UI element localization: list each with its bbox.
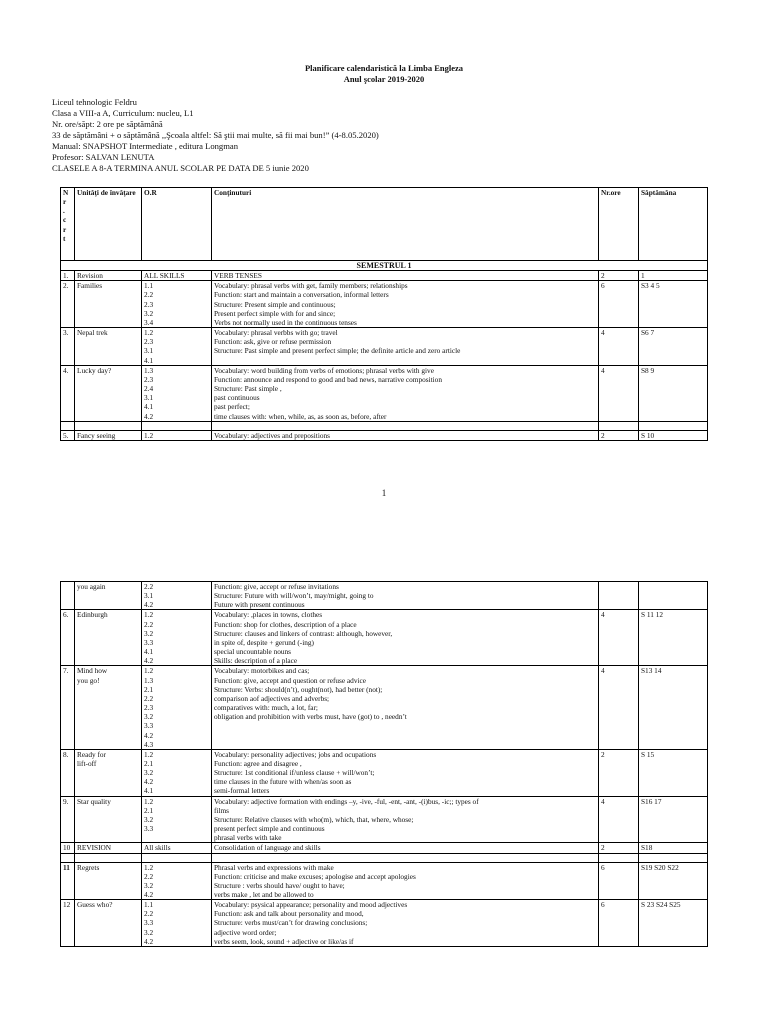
row-number: 12 <box>61 900 75 947</box>
content-cell-line: Consolidation of language and skills <box>214 843 321 853</box>
content-cell-line: VERB TENSES <box>214 271 262 281</box>
content-cell-line: Function: shop for clothes, description of a place <box>214 619 357 629</box>
or-cell-line: 1.1 <box>144 900 154 910</box>
week-cell: S8 9 <box>639 365 708 421</box>
row-number: 8. <box>61 749 75 796</box>
content-cell <box>212 271 599 281</box>
or-cell-line: 4.2 <box>144 936 154 946</box>
table-row <box>61 843 708 853</box>
row-number: 3. <box>61 328 75 366</box>
or-cell-line: 3.2 <box>144 308 154 318</box>
content-cell-line: Function: give, accept and question or refuse advice <box>214 675 366 685</box>
unit-cell <box>75 610 142 666</box>
content-cell-line: verbs seem, look, sound + adjective or like/as if <box>214 936 354 946</box>
row-number: 11 <box>61 862 75 900</box>
or-cell-line: 4.1 <box>144 402 154 412</box>
hours-cell: 2 <box>599 430 639 440</box>
row-number: 6. <box>61 610 75 666</box>
or-cell <box>142 862 212 900</box>
meta-school: Liceul tehnologic Feldru <box>52 97 137 107</box>
or-cell-line: 2.3 <box>144 299 154 309</box>
week-cell: 1 <box>639 271 708 281</box>
hours-cell: 2 <box>599 749 639 796</box>
or-cell-line: 4.2 <box>144 656 154 666</box>
unit-cell <box>75 281 142 328</box>
or-cell-line: 3.3 <box>144 918 154 928</box>
or-cell <box>142 796 212 843</box>
unit-cell <box>75 328 142 366</box>
content-cell-line: Structure: Future with will/won’t, may/might, going to <box>214 591 374 601</box>
unit-cell-line: Regrets <box>77 862 100 872</box>
or-cell-line: 1.3 <box>144 365 154 375</box>
or-cell-line: 3.4 <box>144 317 154 327</box>
or-cell-line: 4.2 <box>144 411 154 421</box>
content-cell-line: phrasal verbs with take <box>214 833 282 843</box>
meta-end-date: CLASELE A 8-A TERMINA ANUL SCOLAR PE DATA DE 5 iunie 2020 <box>52 163 309 173</box>
table-row <box>61 582 708 610</box>
unit-cell <box>75 749 142 796</box>
week-cell: S13 14 <box>639 666 708 749</box>
spacer-cell <box>61 421 75 430</box>
or-cell-line: 4.1 <box>144 647 154 657</box>
spacer-cell <box>142 853 212 862</box>
or-cell-line: 2.3 <box>144 337 154 347</box>
content-cell-line: time clauses with: when, while, as, as soon as, before, after <box>214 411 387 421</box>
unit-cell-line: you go! <box>77 675 100 685</box>
or-cell-line: 3.3 <box>144 824 154 834</box>
content-cell <box>212 749 599 796</box>
week-cell: S16 17 <box>639 796 708 843</box>
header-hours: Nr.ore <box>599 188 639 261</box>
content-cell-line: Vocabulary: adjective formation with endings –y, -ive, -ful, -ent, -ant, -(i)bus, -ic;; types of <box>214 796 479 806</box>
content-cell-line: films <box>214 805 229 815</box>
week-cell: S6 7 <box>639 328 708 366</box>
content-cell-line: Vocabulary: motorbikes and cas; <box>214 666 310 676</box>
content-cell <box>212 862 599 900</box>
or-cell-line: 2.2 <box>144 290 154 300</box>
or-cell-line: 3.1 <box>144 393 154 403</box>
or-cell-line: All skills <box>144 843 171 853</box>
content-cell <box>212 328 599 366</box>
content-cell-line: Vocabulary: phrasal verbbs with go; travel <box>214 328 338 338</box>
unit-cell <box>75 271 142 281</box>
table-row <box>61 271 708 281</box>
row-number: 2. <box>61 281 75 328</box>
table-header-row <box>61 188 708 261</box>
unit-cell-line: REVISION <box>77 843 112 853</box>
or-cell-line: 3.2 <box>144 880 154 890</box>
or-cell <box>142 666 212 749</box>
table-row <box>61 328 708 366</box>
content-cell-line: Future with present continuous <box>214 600 305 610</box>
content-cell-line: Structure: Relative clauses with who(m), which, that, where, whose; <box>214 814 414 824</box>
or-cell-line: 3.2 <box>144 927 154 937</box>
table-row <box>61 666 708 749</box>
spacer-row <box>61 421 708 430</box>
or-cell-line: 1.2 <box>144 430 154 440</box>
content-cell-line: Function: ask, give or refuse permission <box>214 337 332 347</box>
header-content: Conţinuturi <box>212 188 599 261</box>
content-cell-line: Structure: verbs must/can’t for drawing conclusions; <box>214 918 368 928</box>
week-cell: S 10 <box>639 430 708 440</box>
meta-textbook: Manual: SNAPSHOT Intermediate , editura Longman <box>52 141 239 151</box>
content-cell-line: past perfect; <box>214 402 250 412</box>
or-cell-line: 4.2 <box>144 890 154 899</box>
row-number: 5. <box>61 430 75 440</box>
unit-cell-line: Guess who? <box>77 900 113 910</box>
meta-teacher: Profesor: SALVAN LENUTA <box>52 152 155 162</box>
spacer-cell <box>61 853 75 862</box>
header-week: Săptămâna <box>639 188 708 261</box>
unit-cell <box>75 430 142 440</box>
content-cell-line: verbs make , let and be allowed to <box>214 890 314 899</box>
content-cell-line: Verbs not normally used in the continuous tenses <box>214 317 357 327</box>
header-unit: Unităţi de învăţare <box>75 188 142 261</box>
unit-cell <box>75 796 142 843</box>
content-cell <box>212 843 599 853</box>
unit-cell-line: Star quality <box>77 796 111 806</box>
header-or: O.R <box>142 188 212 261</box>
unit-cell-line: Nepal trek <box>77 328 108 338</box>
content-cell-line: Structure: Past simple , <box>214 384 282 394</box>
unit-cell <box>75 900 142 947</box>
unit-cell <box>75 843 142 853</box>
unit-cell <box>75 365 142 421</box>
content-cell <box>212 430 599 440</box>
content-cell-line: special uncountable nouns <box>214 647 292 657</box>
content-cell-line: Function: start and maintain a conversation, informal letters <box>214 290 389 300</box>
content-cell <box>212 582 599 610</box>
or-cell-line: 3.2 <box>144 712 154 722</box>
hours-cell <box>599 582 639 610</box>
spacer-cell <box>599 853 639 862</box>
content-cell-line: Structure: 1st conditional if/unless clause + will/won’t; <box>214 768 375 778</box>
hours-cell: 6 <box>599 281 639 328</box>
spacer-cell <box>142 421 212 430</box>
hours-cell: 4 <box>599 365 639 421</box>
or-cell-line: 3.1 <box>144 346 154 356</box>
content-cell-line: Function: criticise and make excuses; apologise and accept apologies <box>214 871 416 881</box>
spacer-cell <box>75 421 142 430</box>
spacer-cell <box>75 853 142 862</box>
or-cell <box>142 749 212 796</box>
hours-cell: 6 <box>599 862 639 900</box>
or-cell-line: 1.2 <box>144 796 154 806</box>
meta-hours: Nr. ore/săpt: 2 ore pe săptămână <box>52 119 163 129</box>
content-cell-line: Structure : verbs should have/ ought to have; <box>214 880 345 890</box>
table-row <box>61 610 708 666</box>
page-2 <box>0 515 768 1024</box>
spacer-cell <box>212 853 599 862</box>
or-cell <box>142 430 212 440</box>
unit-cell-line: Families <box>77 281 103 291</box>
week-cell: S 11 12 <box>639 610 708 666</box>
content-cell-line: Structure: Verbs: should(n’t), ought(not), had better (not); <box>214 684 383 694</box>
table-row <box>61 900 708 947</box>
content-cell-line: Structure: Past simple and present perfect simple; the definite article and zero article <box>214 346 461 356</box>
row-number: 10 <box>61 843 75 853</box>
content-cell <box>212 365 599 421</box>
content-cell-line: Phrasal verbs and expressions with make <box>214 862 334 872</box>
hours-cell: 4 <box>599 796 639 843</box>
table-row <box>61 430 708 440</box>
spacer-row <box>61 853 708 862</box>
content-cell-line: Vocabulary: ,places in towns, clothes <box>214 610 323 620</box>
plan-table-page-1 <box>60 187 708 441</box>
unit-cell <box>75 862 142 900</box>
school-year: Anul şcolar 2019-2020 <box>343 74 425 84</box>
table-row <box>61 796 708 843</box>
unit-cell-line: Ready for <box>77 749 106 759</box>
meta-weeks: 33 de săptămâni + o săptămână ,,Şcoala altfel: Să ştii mai multe, să fii mai bun!” (4-8.05.2020) <box>52 130 379 140</box>
or-cell-line: 2.2 <box>144 619 154 629</box>
meta-class: Clasa a VIII-a A, Curriculum: nucleu, L1 <box>52 108 194 118</box>
content-cell-line: Vocabulary: psysical appearance; personality and mood adjectives <box>214 900 408 910</box>
or-cell-line: 1.2 <box>144 749 154 759</box>
or-cell-line: 3.2 <box>144 628 154 638</box>
or-cell-line: 4.1 <box>144 355 154 365</box>
content-cell-line: Vocabulary: personality adjectives; jobs and ocupations <box>214 749 377 759</box>
header-nr: N r . c r t <box>61 188 75 261</box>
unit-cell-line: Edinburgh <box>77 610 108 620</box>
or-cell <box>142 900 212 947</box>
unit-cell-line: you again <box>77 582 106 591</box>
hours-cell: 2 <box>599 271 639 281</box>
hours-cell: 2 <box>599 843 639 853</box>
content-cell-line: Function: announce and respond to good and bad news, narrative composition <box>214 374 442 384</box>
hours-cell: 6 <box>599 900 639 947</box>
or-cell <box>142 365 212 421</box>
or-cell-line: 2.2 <box>144 909 154 919</box>
week-cell: S19 S20 S22 <box>639 862 708 900</box>
or-cell-line: 1.1 <box>144 281 154 291</box>
content-cell-line: in spite of, despite + gerund (-ing) <box>214 637 314 647</box>
semester-label: SEMESTRUL 1 <box>61 261 708 271</box>
unit-cell-line: lift-off <box>77 758 97 768</box>
or-cell-line: 4.2 <box>144 777 154 787</box>
content-cell <box>212 666 599 749</box>
content-cell <box>212 796 599 843</box>
content-cell-line: semi-formal letters <box>214 786 270 796</box>
or-cell-line: 4.2 <box>144 730 154 740</box>
table-row <box>61 862 708 900</box>
or-cell-line: 2.3 <box>144 703 154 713</box>
or-cell-line: 3.2 <box>144 768 154 778</box>
week-cell: S3 4 5 <box>639 281 708 328</box>
week-cell: S18 <box>639 843 708 853</box>
content-cell-line: past continuous <box>214 393 260 403</box>
unit-cell-line: Lucky day? <box>77 365 112 375</box>
or-cell-line: 3.2 <box>144 814 154 824</box>
or-cell-line: 2.1 <box>144 805 154 815</box>
content-cell-line: adjective word order; <box>214 927 277 937</box>
or-cell-line: ALL SKILLS <box>144 271 185 281</box>
spacer-cell <box>639 853 708 862</box>
or-cell <box>142 610 212 666</box>
content-cell-line: present perfect simple and continuous <box>214 824 325 834</box>
content-cell <box>212 900 599 947</box>
table-row <box>61 749 708 796</box>
content-cell-line: Vocabulary: phrasal verbs with get, family members; relationships <box>214 281 408 291</box>
or-cell <box>142 582 212 610</box>
content-cell-line: Structure: Present simple and continuous; <box>214 299 336 309</box>
or-cell-line: 4.1 <box>144 786 154 796</box>
or-cell-line: 4.3 <box>144 739 154 749</box>
content-cell-line: Structure: clauses and linkers of contrast: although, however, <box>214 628 393 638</box>
page-number: 1 <box>381 488 387 498</box>
spacer-cell <box>599 421 639 430</box>
or-cell-line: 3.3 <box>144 721 154 731</box>
content-cell-line: Vocabulary: adjectives and prepositions <box>214 430 330 440</box>
or-cell-line: 2.1 <box>144 758 154 768</box>
content-cell-line: Function: give, accept or refuse invitations <box>214 582 339 591</box>
content-cell-line: Function: agree and disagree , <box>214 758 302 768</box>
or-cell-line: 3.1 <box>144 591 154 601</box>
row-number: 7. <box>61 666 75 749</box>
week-cell: S 15 <box>639 749 708 796</box>
table-row <box>61 365 708 421</box>
week-cell <box>639 582 708 610</box>
content-cell-line: Function: ask and talk about personality and mood, <box>214 909 364 919</box>
table-row <box>61 281 708 328</box>
week-cell: S 23 S24 S25 <box>639 900 708 947</box>
document-title: Planificare calendaristică la Limba Engleza <box>304 63 464 73</box>
row-number: 1. <box>61 271 75 281</box>
or-cell-line: 1.2 <box>144 666 154 676</box>
row-number: 4. <box>61 365 75 421</box>
unit-cell-line: Mind how <box>77 666 108 676</box>
content-cell <box>212 281 599 328</box>
content-cell-line: comparatives with: much, a lot, far; <box>214 703 318 713</box>
or-cell-line: 2.1 <box>144 684 154 694</box>
or-cell-line: 1.2 <box>144 328 154 338</box>
or-cell <box>142 281 212 328</box>
or-cell <box>142 328 212 366</box>
or-cell-line: 4.2 <box>144 600 154 610</box>
or-cell <box>142 843 212 853</box>
plan-table-page-2 <box>60 581 708 947</box>
content-cell-line: Present perfect simple with for and since; <box>214 308 336 318</box>
content-cell <box>212 610 599 666</box>
unit-cell <box>75 666 142 749</box>
content-cell-line: time clauses in the future with when/as soon as <box>214 777 352 787</box>
spacer-cell <box>639 421 708 430</box>
or-cell-line: 2.2 <box>144 582 154 591</box>
or-cell-line: 1.2 <box>144 862 154 872</box>
or-cell-line: 2.3 <box>144 374 154 384</box>
content-cell-line: obligation and prohibition with verbs must, have (got) to , needn’t <box>214 712 407 722</box>
content-cell-line: Vocabulary: word building from verbs of emotions; phrasal verbs with give <box>214 365 434 375</box>
or-cell-line: 2.2 <box>144 693 154 703</box>
spacer-cell <box>212 421 599 430</box>
content-cell-line: Skills: description of a place <box>214 656 298 666</box>
or-cell-line: 2.2 <box>144 871 154 881</box>
or-cell-line: 1.2 <box>144 610 154 620</box>
hours-cell: 4 <box>599 666 639 749</box>
content-cell-line: comparison aof adjectives and adverbs; <box>214 693 330 703</box>
semester-row <box>61 261 708 271</box>
hours-cell: 4 <box>599 610 639 666</box>
unit-cell-line: Fancy seeing <box>77 430 116 440</box>
or-cell-line: 1.3 <box>144 675 154 685</box>
or-cell-line: 2.4 <box>144 384 154 394</box>
unit-cell-line: Revision <box>77 271 103 281</box>
or-cell-line: 3.3 <box>144 637 154 647</box>
hours-cell: 4 <box>599 328 639 366</box>
unit-cell <box>75 582 142 610</box>
row-number: 9. <box>61 796 75 843</box>
or-cell <box>142 271 212 281</box>
row-number <box>61 582 75 610</box>
